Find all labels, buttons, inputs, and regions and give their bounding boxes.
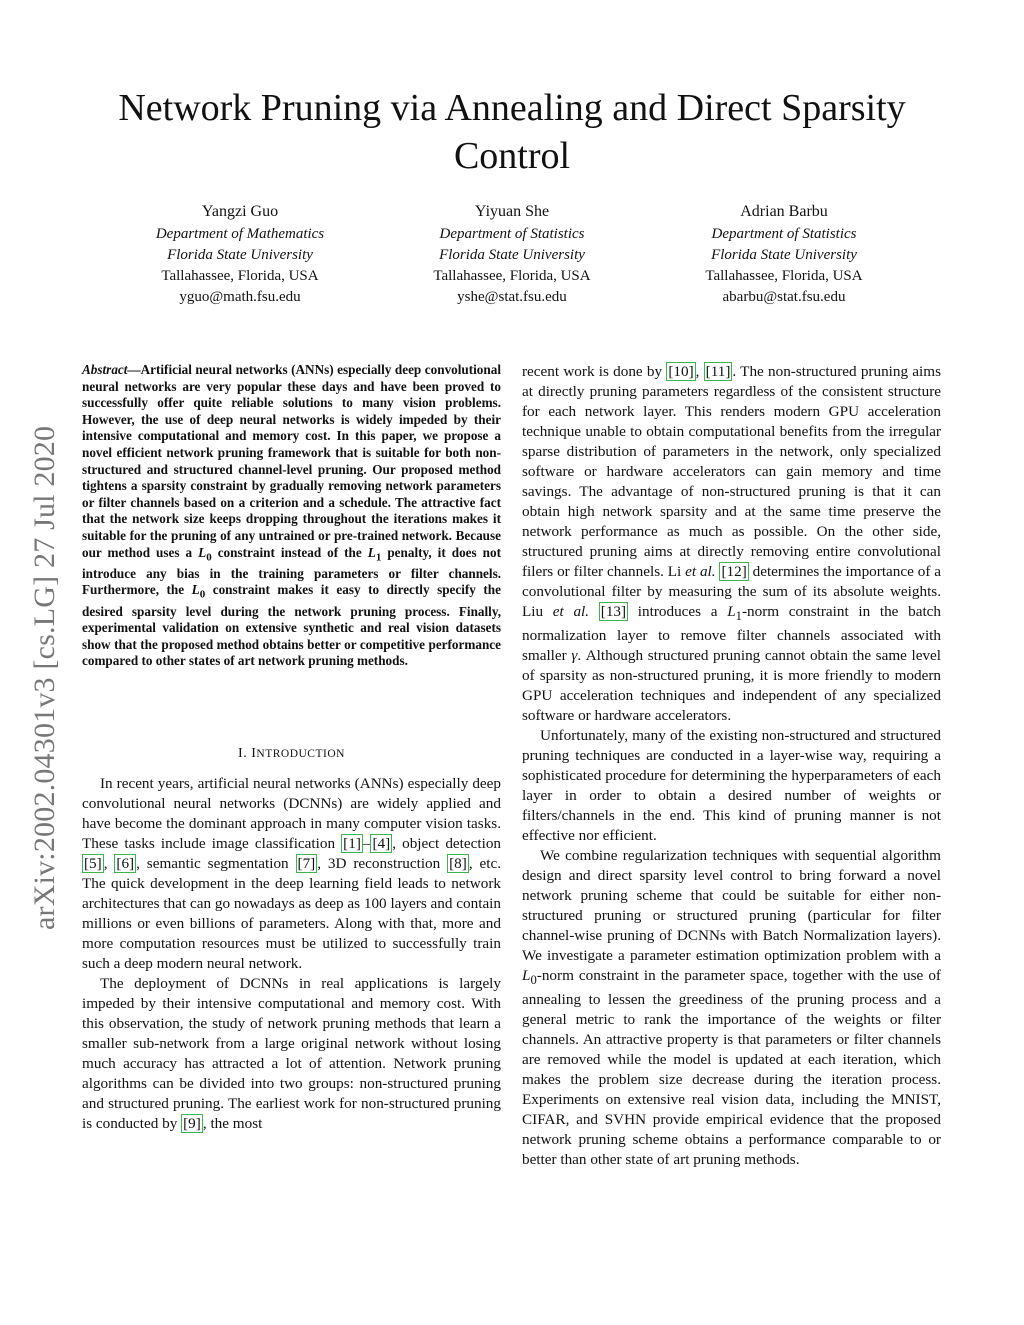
body-text: , [695,363,704,380]
citation-link[interactable]: [1] [343,834,361,852]
author-university: Florida State University [167,247,313,263]
body-text: We combine regularization techniques with sequential algorithm design and direct sparsity level control to bring forward a novel network pruning scheme that could be suitable for either non-structured pruning or structured pruning (particular for filter channel-wise pruning of DCNNs with Batch Normalization layers). We investigate a parameter estimation optimization problem with a [522,847,941,965]
body-text: – [362,834,371,852]
body-text: In recent years, artificial neural networks (ANNs) especially deep convolutional neural networks (DCNNs) are widely applied and have become the dominant approach in many computer vision tasks. These tasks include image classification [82,774,501,852]
author-2 [392,200,632,308]
author-email: abarbu@stat.fsu.edu [722,289,846,305]
body-text: et al. [552,603,590,620]
author-university: Florida State University [439,247,585,263]
author-location: Tallahassee, Florida, USA [161,268,319,284]
arxiv-stamp: arXiv:2002.04301v3 [cs.LG] 27 Jul 2020 [28,425,61,930]
body-text: -norm constraint in the batch normalization layer to remove filter channels associated with smaller [522,603,942,665]
body-text: recent work is done by [522,363,667,380]
right-paragraph-1 [522,362,941,726]
author-location: Tallahassee, Florida, USA [705,268,863,284]
body-text: The deployment of DCNNs in real applications is largely impeded by their intensive computational and memory cost. With this observation, the study of network pruning methods that learn a smaller sub-network from a large original network without losing much accuracy has attracted a lot of attention. Network pruning algorithms can be divided into two groups: non-structured pruning and structured pruning. The earliest work for non-structured pruning is conducted by [82,974,501,1132]
abstract-text: constraint makes it easy to directly specify the desired sparsity level during the network pruning process. Finally, experimental validation on extensive synthetic and real vision datasets show that the proposed method obtains better or competitive performance compared to other states of art network pruning methods. [82,582,501,669]
citation-link[interactable]: [5] [84,854,102,872]
math-subscript: 1 [735,609,742,624]
paper-title: Network Pruning via Annealing and Direct Sparsity Control [118,87,906,177]
body-text: introduces a [628,603,728,620]
author-name: Adrian Barbu [740,203,828,220]
body-text: , semantic segmentation [136,854,296,872]
citation-link[interactable]: [10] [668,363,694,380]
author-department: Department of Mathematics [155,226,325,242]
author-1 [120,200,360,308]
math-subscript: 1 [375,551,382,564]
math-symbol: L [522,967,531,985]
body-text: , object detection [392,834,502,852]
abstract-text: penalty, it does not introduce any bias in the training parameters or filter channels. Furthermore, the [82,544,501,598]
author-department: Department of Statistics [711,226,857,242]
left-column [82,362,501,1134]
body-text: , the most [202,1114,263,1132]
math-subscript: 0 [530,973,537,988]
citation-link[interactable]: [4] [372,834,391,852]
author-3 [664,200,904,308]
section-number: I. [238,745,252,761]
body-text: et al. [685,563,716,580]
author-email: yguo@math.fsu.edu [179,289,301,305]
citation-link[interactable]: [7] [297,854,316,872]
body-text: -norm constraint in the parameter space, together with the use of annealing to lessen the greediness of the pruning process and a general metric to rank the importance of the weights or filter channels. An attractive property is that parameters or filter channels are removed while the model is updated at each iteration, which makes the problem size decrease during the iteration process. Experiments on extensive real vision data, including the MNIST, CIFAR, and SVHN provide empirical evidence that the proposed network pruning scheme obtains a performance comparable to or better than other state of art pruning methods. [522,967,941,1169]
citation-link[interactable]: [6] [116,854,135,872]
abstract-label: Abstract— [82,362,141,377]
section-heading [82,744,501,764]
body-text: , etc. The quick development in the deep learning field leads to network architectures that can go nowadays as deep as 100 layers and contain millions or even billions of parameters. Along with that, more and more computation resources must be utilized to successfully train such a deep modern neural network. [82,854,502,972]
body-text: , [103,854,115,872]
body-text: . The non-structured pruning aims at directly pruning parameters regardless of the consistent structure for each network layer. This renders modern GPU acceleration technique unable to obtain computational benefits from the irregular sparse distribution of parameters in the network, only specialized software or hardware accelerators can gain memory and time savings. The advantage of non-structured pruning is that it can obtain high network sparsity and at the same time preserve the network performance as much as possible. On the other side, structured pruning aims at directly removing entire convolutional filers or filter channels. Li [522,363,941,580]
math-symbol: L [191,582,200,598]
author-university: Florida State University [711,247,857,263]
author-block [120,200,904,308]
author-name: Yiyuan She [474,203,550,220]
citation-link[interactable]: [13] [600,603,627,620]
author-location: Tallahassee, Florida, USA [433,268,591,284]
abstract [82,362,501,670]
intro-paragraph-1 [82,774,501,974]
body-text [589,603,599,620]
section-title-rest: NTRODUCTION [256,747,345,760]
citation-link[interactable]: [8] [449,854,467,872]
math-symbol: L [198,544,207,560]
citation-link[interactable]: [9] [183,1114,201,1132]
author-email: yshe@stat.fsu.edu [457,289,567,305]
right-column [522,362,941,1170]
author-department: Department of Statistics [439,226,585,242]
right-paragraph-3 [522,846,941,1170]
abstract-text: Artificial neural networks (ANNs) especially deep convolutional neural networks are very popular these days and have been proved to successfully offer quite reliable solutions to many vision problems. However, the use of deep neural networks is widely impeded by their intensive computational and memory cost. In this paper, we propose a novel efficient network pruning framework that is suitable for both non-structured and structured channel-level pruning. Our proposed method tightens a sparsity constraint by gradually removing network parameters or filter channels based on a criterion and a schedule. The attractive fact that the network size keeps dropping throughout the iterations makes it suitable for the pruning of any untrained or pre-trained network. Because our method uses a [82,362,501,560]
body-text: determines the importance of a convolutional filter by measuring the sum of its absolute weights. Liu [522,563,941,620]
body-text: . Although structured pruning cannot obtain the same level of sparsity as non-structured pruning, it is more friendly to modern GPU acceleration techniques and independent of any specialized software or hardware accelerators. [522,647,941,725]
math-symbol: L [727,603,736,620]
math-subscript: 0 [199,589,206,601]
intro-paragraph-2 [82,974,501,1134]
right-paragraph-2: Unfortunately, many of the existing non-structured and structured pruning techniques are conducted in a layer-wise way, requiring a sophisticated procedure for determining the hyperparameters of each layer in order to obtain a desired number of weights or filters/channels in the end. This kind of pruning manner is not effective nor efficient. [522,727,941,845]
citation-link[interactable]: [12] [721,563,747,580]
math-subscript: 0 [206,551,212,564]
citation-link[interactable]: [11] [705,363,731,380]
section-first-letter: I [251,745,257,761]
math-symbol: γ [571,647,578,665]
abstract-text: constraint instead of the [211,544,368,560]
author-name: Yangzi Guo [201,203,279,220]
math-symbol: L [367,544,376,560]
body-text: , 3D reconstruction [317,854,448,872]
